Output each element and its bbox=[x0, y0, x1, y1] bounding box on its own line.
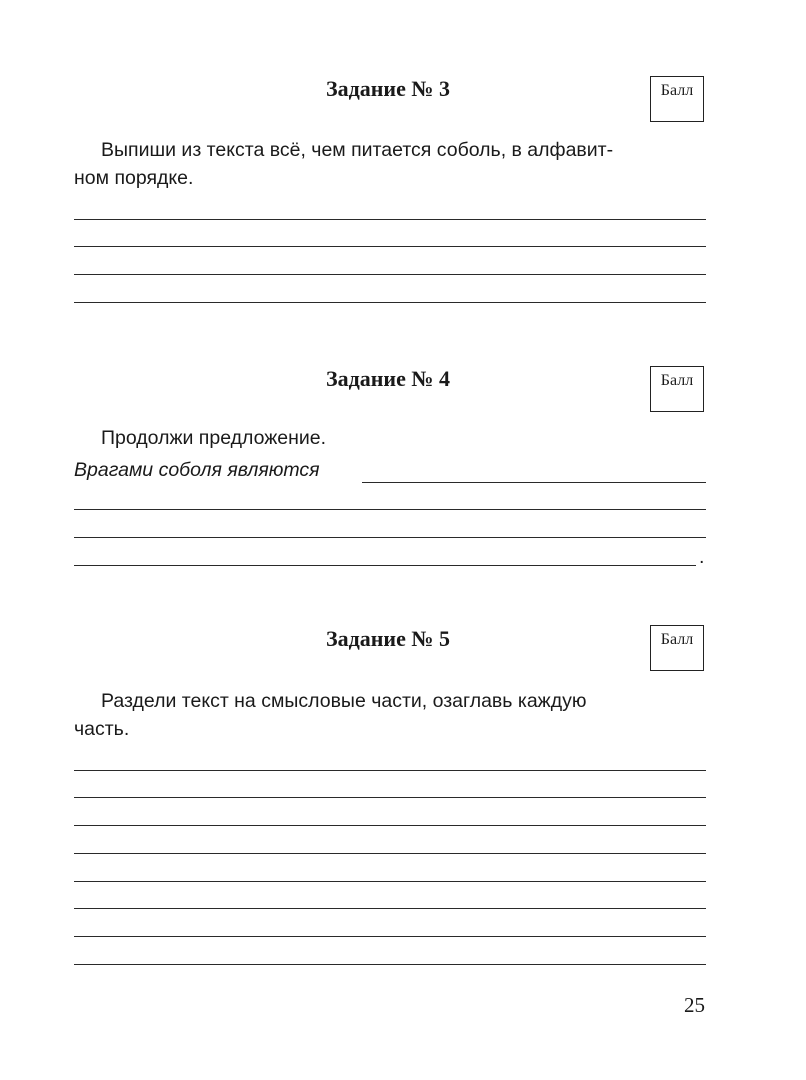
task-5-answer-line[interactable] bbox=[74, 964, 706, 965]
task-3-score-box[interactable]: Балл bbox=[650, 76, 704, 122]
task-3-answer-line[interactable] bbox=[74, 219, 706, 220]
task-3-instruction-line-2: ном порядке. bbox=[74, 167, 194, 189]
task-4-instruction: Продолжи предложение. bbox=[101, 427, 327, 449]
task-5-answer-line[interactable] bbox=[74, 908, 706, 909]
task-5-answer-line[interactable] bbox=[74, 825, 706, 826]
task-5-instruction-line-1: Раздели текст на смысловые части, озаглавь каждую bbox=[101, 690, 587, 712]
task-5-instruction-line-2: часть. bbox=[74, 718, 130, 740]
task-5-answer-line[interactable] bbox=[74, 797, 706, 798]
task-4-title: Задание № 4 bbox=[326, 366, 450, 391]
task-4-answer-line[interactable] bbox=[362, 482, 706, 483]
task-4-score-box[interactable]: Балл bbox=[650, 366, 704, 412]
page-number: 25 bbox=[684, 993, 705, 1017]
task-4-period: . bbox=[699, 546, 705, 568]
task-5-answer-line[interactable] bbox=[74, 853, 706, 854]
task-3-title: Задание № 3 bbox=[326, 76, 450, 101]
task-5-answer-line[interactable] bbox=[74, 936, 706, 937]
task-4-sentence-start: Врагами соболя являются bbox=[74, 459, 320, 481]
task-3-answer-line[interactable] bbox=[74, 246, 706, 247]
task-3-instruction-line-1: Выпиши из текста всё, чем питается соболь, в алфавит- bbox=[101, 139, 614, 161]
task-5-answer-line[interactable] bbox=[74, 881, 706, 882]
task-3-answer-line[interactable] bbox=[74, 274, 706, 275]
task-4-answer-line[interactable] bbox=[74, 537, 706, 538]
task-5-title: Задание № 5 bbox=[326, 626, 450, 651]
task-4-answer-line[interactable] bbox=[74, 509, 706, 510]
task-5-score-box[interactable]: Балл bbox=[650, 625, 704, 671]
task-4-answer-line[interactable] bbox=[74, 565, 696, 566]
task-5-answer-line[interactable] bbox=[74, 770, 706, 771]
task-3-answer-line[interactable] bbox=[74, 302, 706, 303]
